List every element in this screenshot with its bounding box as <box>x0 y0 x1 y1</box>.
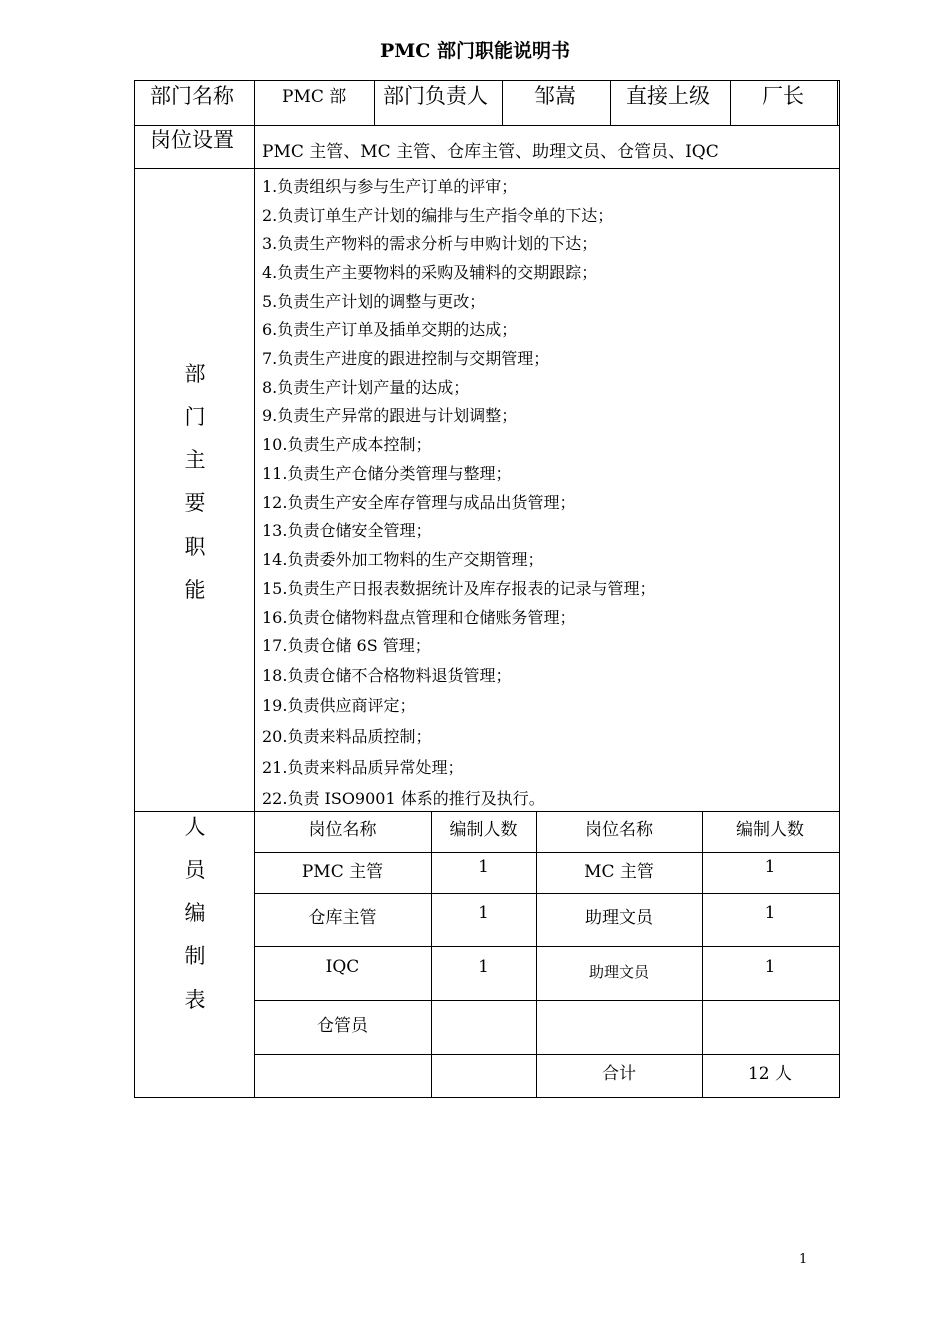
duty-item: 10.负责生产成本控制； <box>262 435 432 454</box>
duty-item: 18.负责仓储不合格物料退货管理； <box>262 666 512 685</box>
duty-item: 17.负责仓储 6S 管理； <box>262 636 431 655</box>
duties-label-char: 主 <box>184 448 206 472</box>
col-divider <box>502 80 503 125</box>
duties-label-char: 门 <box>184 405 206 429</box>
dept-head-label: 部门负责人 <box>383 84 488 108</box>
staffing-cell: 1 <box>478 957 489 977</box>
row-divider <box>134 811 840 812</box>
staffing-cell: 仓库主管 <box>308 908 377 928</box>
superior-label: 直接上级 <box>626 84 710 108</box>
staffing-cell: 1 <box>764 957 776 977</box>
duty-item: 22.负责 ISO9001 体系的推行及执行。 <box>262 789 545 808</box>
dept-name-label: 部门名称 <box>150 84 234 108</box>
row-divider <box>254 893 840 894</box>
staffing-label-char: 人 <box>184 815 206 839</box>
staffing-col-header: 岗位名称 <box>308 820 377 840</box>
duty-item: 8.负责生产计划产量的达成； <box>262 378 470 397</box>
staffing-label-char: 编 <box>184 901 206 925</box>
staffing-col-header: 编制人数 <box>449 820 518 840</box>
staffing-cell: 1 <box>478 903 489 923</box>
page-title: PMC 部门职能说明书 <box>379 40 571 62</box>
duty-item: 21.负责来料品质异常处理； <box>262 758 464 777</box>
staffing-total-label: 合计 <box>602 1064 636 1084</box>
staffing-label-char: 表 <box>184 988 206 1012</box>
staffing-cell: MC 主管 <box>584 862 654 882</box>
superior-value: 厂长 <box>762 84 804 108</box>
page-number: 1 <box>799 1252 808 1267</box>
row-divider <box>254 1000 840 1001</box>
staffing-col-header: 岗位名称 <box>585 820 653 840</box>
duty-item: 20.负责来料品质控制； <box>262 727 432 746</box>
row-divider <box>254 946 840 947</box>
duty-item: 6.负责生产订单及插单交期的达成； <box>262 320 518 339</box>
staffing-cell: 1 <box>764 857 776 877</box>
positions-label: 岗位设置 <box>150 128 234 152</box>
row-divider <box>254 1054 840 1055</box>
dept-head-value: 邹嵩 <box>534 84 576 108</box>
col-divider <box>254 811 255 1098</box>
duty-item: 14.负责委外加工物料的生产交期管理； <box>262 550 544 569</box>
row-divider <box>134 125 840 126</box>
duty-item: 15.负责生产日报表数据统计及库存报表的记录与管理； <box>262 579 656 598</box>
duties-label-char: 要 <box>184 491 206 515</box>
staffing-cell: 助理文员 <box>585 908 653 928</box>
duty-item: 12.负责生产安全库存管理与成品出货管理； <box>262 493 576 512</box>
staffing-label-char: 制 <box>184 944 206 968</box>
row-divider <box>254 852 840 853</box>
staffing-cell: 1 <box>764 903 776 923</box>
col-divider <box>254 80 255 811</box>
col-divider <box>610 80 611 125</box>
col-divider <box>837 80 838 125</box>
duty-item: 4.负责生产主要物料的采购及辅料的交期跟踪； <box>262 263 598 282</box>
duties-label-char: 能 <box>184 578 206 602</box>
duties-label-char: 部 <box>184 362 206 386</box>
duty-item: 1.负责组织与参与生产订单的评审； <box>262 177 518 196</box>
positions-value: PMC 主管、MC 主管、仓库主管、助理文员、仓管员、IQC <box>262 142 719 162</box>
staffing-cell: 助理文员 <box>588 963 649 981</box>
col-divider <box>374 80 375 125</box>
duty-item: 11.负责生产仓储分类管理与整理； <box>262 464 512 483</box>
staffing-cell: IQC <box>325 957 360 977</box>
duty-item: 3.负责生产物料的需求分析与申购计划的下达； <box>262 234 598 253</box>
staffing-col-header: 编制人数 <box>736 820 804 840</box>
duties-label-char: 职 <box>184 535 206 559</box>
col-divider <box>702 811 703 1098</box>
dept-name-value: PMC 部 <box>282 87 347 107</box>
staffing-cell: PMC 主管 <box>301 862 384 882</box>
col-divider <box>431 811 432 1098</box>
staffing-total-value: 12 人 <box>747 1064 793 1084</box>
staffing-cell: 仓管员 <box>317 1016 368 1036</box>
row-divider <box>134 168 840 169</box>
duty-item: 9.负责生产异常的跟进与计划调整； <box>262 406 518 425</box>
col-divider <box>536 811 537 1098</box>
staffing-cell: 1 <box>478 857 489 877</box>
duty-item: 16.负责仓储物料盘点管理和仓储账务管理； <box>262 608 576 627</box>
col-divider <box>730 80 731 125</box>
duty-item: 5.负责生产计划的调整与更改； <box>262 292 486 311</box>
staffing-label-char: 员 <box>184 858 206 882</box>
duty-item: 13.负责仓储安全管理； <box>262 521 432 540</box>
duty-item: 7.负责生产进度的跟进控制与交期管理； <box>262 349 550 368</box>
duty-item: 19.负责供应商评定； <box>262 696 416 715</box>
duty-item: 2.负责订单生产计划的编排与生产指令单的下达； <box>262 206 614 225</box>
